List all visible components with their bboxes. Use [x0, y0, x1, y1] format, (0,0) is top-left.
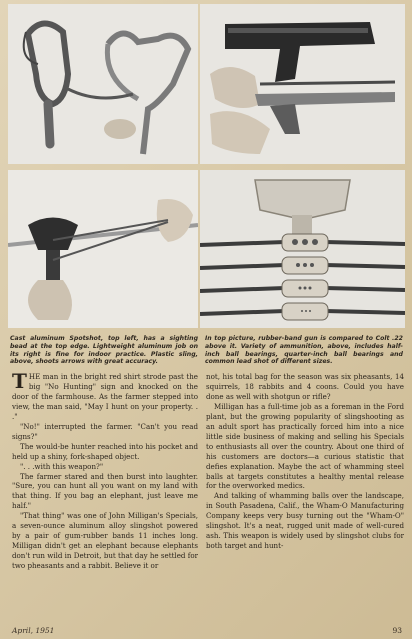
article-paragraph: not, his total bag for the season was six pheasants, 14 squirrels, 18 rabbits and 4 coons. Could you have done as well with shotgun or rifle? — [206, 372, 404, 401]
photo-aluminum-slingshots — [8, 4, 198, 164]
ammunition-illustration — [200, 170, 405, 328]
photo-rubber-band-gun-and-colt — [200, 4, 405, 164]
article-paragraph — [12, 372, 198, 422]
article-column-left — [12, 372, 198, 618]
drop-cap: T — [12, 372, 27, 393]
photo-plastic-sling-arrow — [8, 170, 198, 328]
article-paragraph: The farmer stared and then burst into laughter. "Sure, you can hunt all you want on my land with that thing. If you bag an elephant, just leave me half." — [12, 471, 198, 511]
issue-date: April, 1951 — [12, 626, 55, 635]
article-paragraph: And talking of whamming balls over the landscape, in South Pasadena, Calif., the Wham-O Manufacturing Company keeps very busy turning out the "Wham-O" slingshot. It's a neat, rugged unit made of well-cured ash. This weapon is widely used by slingshot clubs for both target and hunt- — [206, 491, 404, 551]
caption-right: In top picture, rubber-band gun is compared to Colt .22 above it. Variety of ammunition, above, includes half-inch ball bearings, quarter-inch ball bearings and common lead shot of different sizes. — [205, 335, 403, 366]
article-paragraph-text: HE man in the bright red shirt strode past the big "No Hunting" sign and knocked on the door of the farmhouse. As the farmer stepped into view, the man said, "May I hunt on your property. . ." — [12, 372, 198, 421]
article-paragraph: "That thing" was one of John Milligan's Specials, a seven-ounce aluminum alloy slingshot powered by a pair of gum-rubber bands 11 inches long. Milligan didn't get an elephant because elephants don't run wild in Detroit, but that day he settled for two pheasants and a rabbit. Believe it or — [12, 511, 198, 571]
article-paragraph: The would-be hunter reached into his pocket and held up a shiny, fork-shaped object. — [12, 441, 198, 461]
photo-ammunition-variety — [200, 170, 405, 328]
article-paragraph: ". . .with this weapon?" — [20, 461, 104, 471]
article-paragraph: "No!" interrupted the farmer. "Can't you read signs?" — [12, 421, 198, 441]
slingshots-illustration — [8, 4, 198, 164]
article-column-right — [206, 372, 404, 618]
page-number: 93 — [392, 626, 402, 635]
gun-comparison-illustration — [200, 4, 405, 164]
arrow-sling-illustration — [8, 170, 198, 328]
caption-left: Cast aluminum Spotshot, top left, has a sighting bead at the top edge. Lightweight aluminum job on its right is fine for indoor practice. Plastic sling, above, shoots arrows with great accuracy. — [10, 335, 198, 366]
article-paragraph: Milligan has a full-time job as a foreman in the Ford plant, but the growing popularity of slingshooting as an adult sport has practically forced him into a nice little side business of making and selling his Specials to enthusiasts all over the country. About one third of his customers are doctors—a curious statistic that defies explanation. Maybe the act of whamming steel balls at targets constitutes a healthy mental release for the overworked medics. — [206, 401, 404, 491]
